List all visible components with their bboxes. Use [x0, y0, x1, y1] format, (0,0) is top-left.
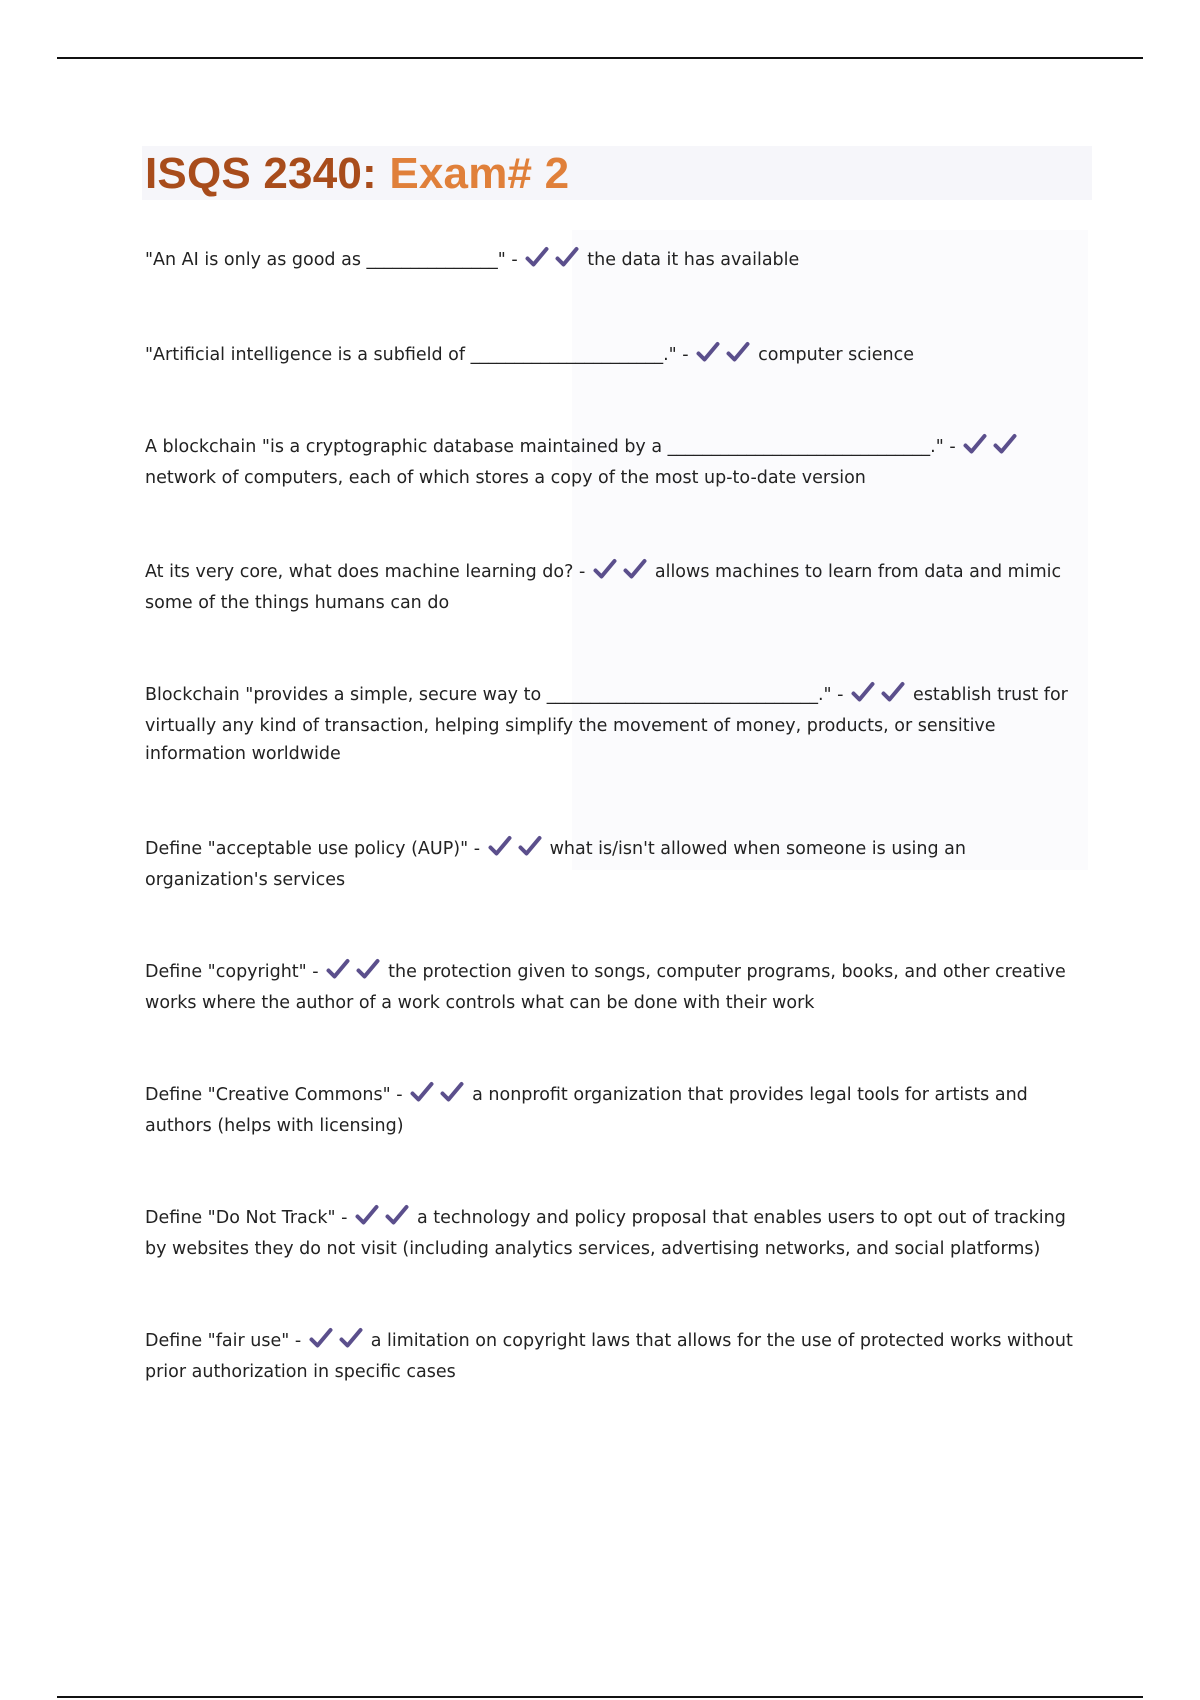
- card-question: "Artificial intelligence is a subfield of ______________________.": [145, 345, 677, 365]
- card-answer: a limitation on copyright laws that allows for the use of protected works without prior authorization in specific cases: [145, 1331, 1073, 1382]
- flashcard: [145, 246, 1090, 277]
- card-answer: a technology and policy proposal that enables users to opt out of tracking by websites they do not visit (including analytics services, advertising networks, and social platforms): [145, 1208, 1066, 1259]
- card-separator: -: [390, 1085, 409, 1105]
- card-separator: -: [831, 685, 850, 705]
- check-marks: [355, 1204, 415, 1235]
- checkmark-icon: [339, 1327, 363, 1349]
- checkmark-icon: [555, 246, 579, 268]
- card-separator: -: [306, 962, 325, 982]
- check-marks: [851, 681, 911, 712]
- card-answer: network of computers, each of which stores a copy of the most up-to-date version: [145, 468, 866, 488]
- flashcard: [145, 835, 1090, 894]
- card-answer: computer science: [758, 345, 914, 365]
- card-answer: the data it has available: [587, 250, 800, 270]
- card-separator: -: [289, 1331, 307, 1351]
- checkmark-icon: [696, 341, 720, 363]
- check-marks: [309, 1327, 369, 1358]
- background-panel: [572, 230, 1088, 870]
- card-question: Define "fair use": [145, 1331, 290, 1351]
- checkmark-icon: [488, 835, 512, 857]
- checkmark-icon: [355, 1204, 379, 1226]
- flashcard: [145, 1081, 1090, 1140]
- check-marks: [963, 433, 1023, 464]
- check-marks: [488, 835, 548, 866]
- bottom-rule: [57, 1696, 1143, 1698]
- check-marks: [696, 341, 756, 372]
- flashcard: [145, 558, 1090, 617]
- card-question: Define "Do Not Track": [145, 1208, 336, 1228]
- page-title: [145, 148, 569, 200]
- flashcard: [145, 1327, 1090, 1386]
- card-answer: what is/isn't allowed when someone is using an organization's services: [145, 839, 966, 890]
- title-course: ISQS 2340:: [145, 149, 377, 198]
- checkmark-icon: [963, 433, 987, 455]
- checkmark-icon: [518, 835, 542, 857]
- checkmark-icon: [993, 433, 1017, 455]
- flashcard: [145, 681, 1090, 768]
- flashcard: [145, 958, 1090, 1017]
- checkmark-icon: [385, 1204, 409, 1226]
- card-question: "An AI is only as good as _______________": [145, 250, 506, 270]
- card-question: Define "copyright": [145, 962, 307, 982]
- card-separator: -: [573, 562, 591, 582]
- card-answer: the protection given to songs, computer programs, books, and other creative works where the author of a work controls what can be done with their work: [145, 962, 1066, 1013]
- check-marks: [326, 958, 386, 989]
- checkmark-icon: [593, 558, 617, 580]
- flashcard: [145, 341, 1090, 372]
- checkmark-icon: [525, 246, 549, 268]
- checkmark-icon: [851, 681, 875, 703]
- card-separator: -: [335, 1208, 353, 1228]
- checkmark-icon: [410, 1081, 434, 1103]
- checkmark-icon: [326, 958, 350, 980]
- flashcard: [145, 1204, 1090, 1263]
- card-question: A blockchain "is a cryptographic database maintained by a ______________________________.": [145, 437, 944, 457]
- top-rule: [57, 57, 1143, 59]
- check-marks: [410, 1081, 470, 1112]
- card-answer: establish trust for virtually any kind of transaction, helping simplify the movement of money, products, or sensitive information worldwide: [145, 685, 1068, 764]
- check-marks: [525, 246, 585, 277]
- check-marks: [593, 558, 653, 589]
- checkmark-icon: [881, 681, 905, 703]
- card-separator: -: [505, 250, 524, 270]
- checkmark-icon: [440, 1081, 464, 1103]
- card-question: At its very core, what does machine learning do?: [145, 562, 574, 582]
- checkmark-icon: [623, 558, 647, 580]
- card-question: Define "acceptable use policy (AUP)": [145, 839, 469, 859]
- card-answer: a nonprofit organization that provides legal tools for artists and authors (helps with licensing): [145, 1085, 1028, 1136]
- card-separator: -: [676, 345, 695, 365]
- checkmark-icon: [726, 341, 750, 363]
- card-question: Define "Creative Commons": [145, 1085, 391, 1105]
- card-separator: -: [943, 437, 962, 457]
- title-exam: Exam# 2: [389, 149, 570, 198]
- checkmark-icon: [356, 958, 380, 980]
- card-separator: -: [468, 839, 486, 859]
- flashcard: [145, 433, 1090, 492]
- card-answer: allows machines to learn from data and mimic some of the things humans can do: [145, 562, 1062, 613]
- card-question: Blockchain "provides a simple, secure way to _______________________________.": [145, 685, 832, 705]
- checkmark-icon: [309, 1327, 333, 1349]
